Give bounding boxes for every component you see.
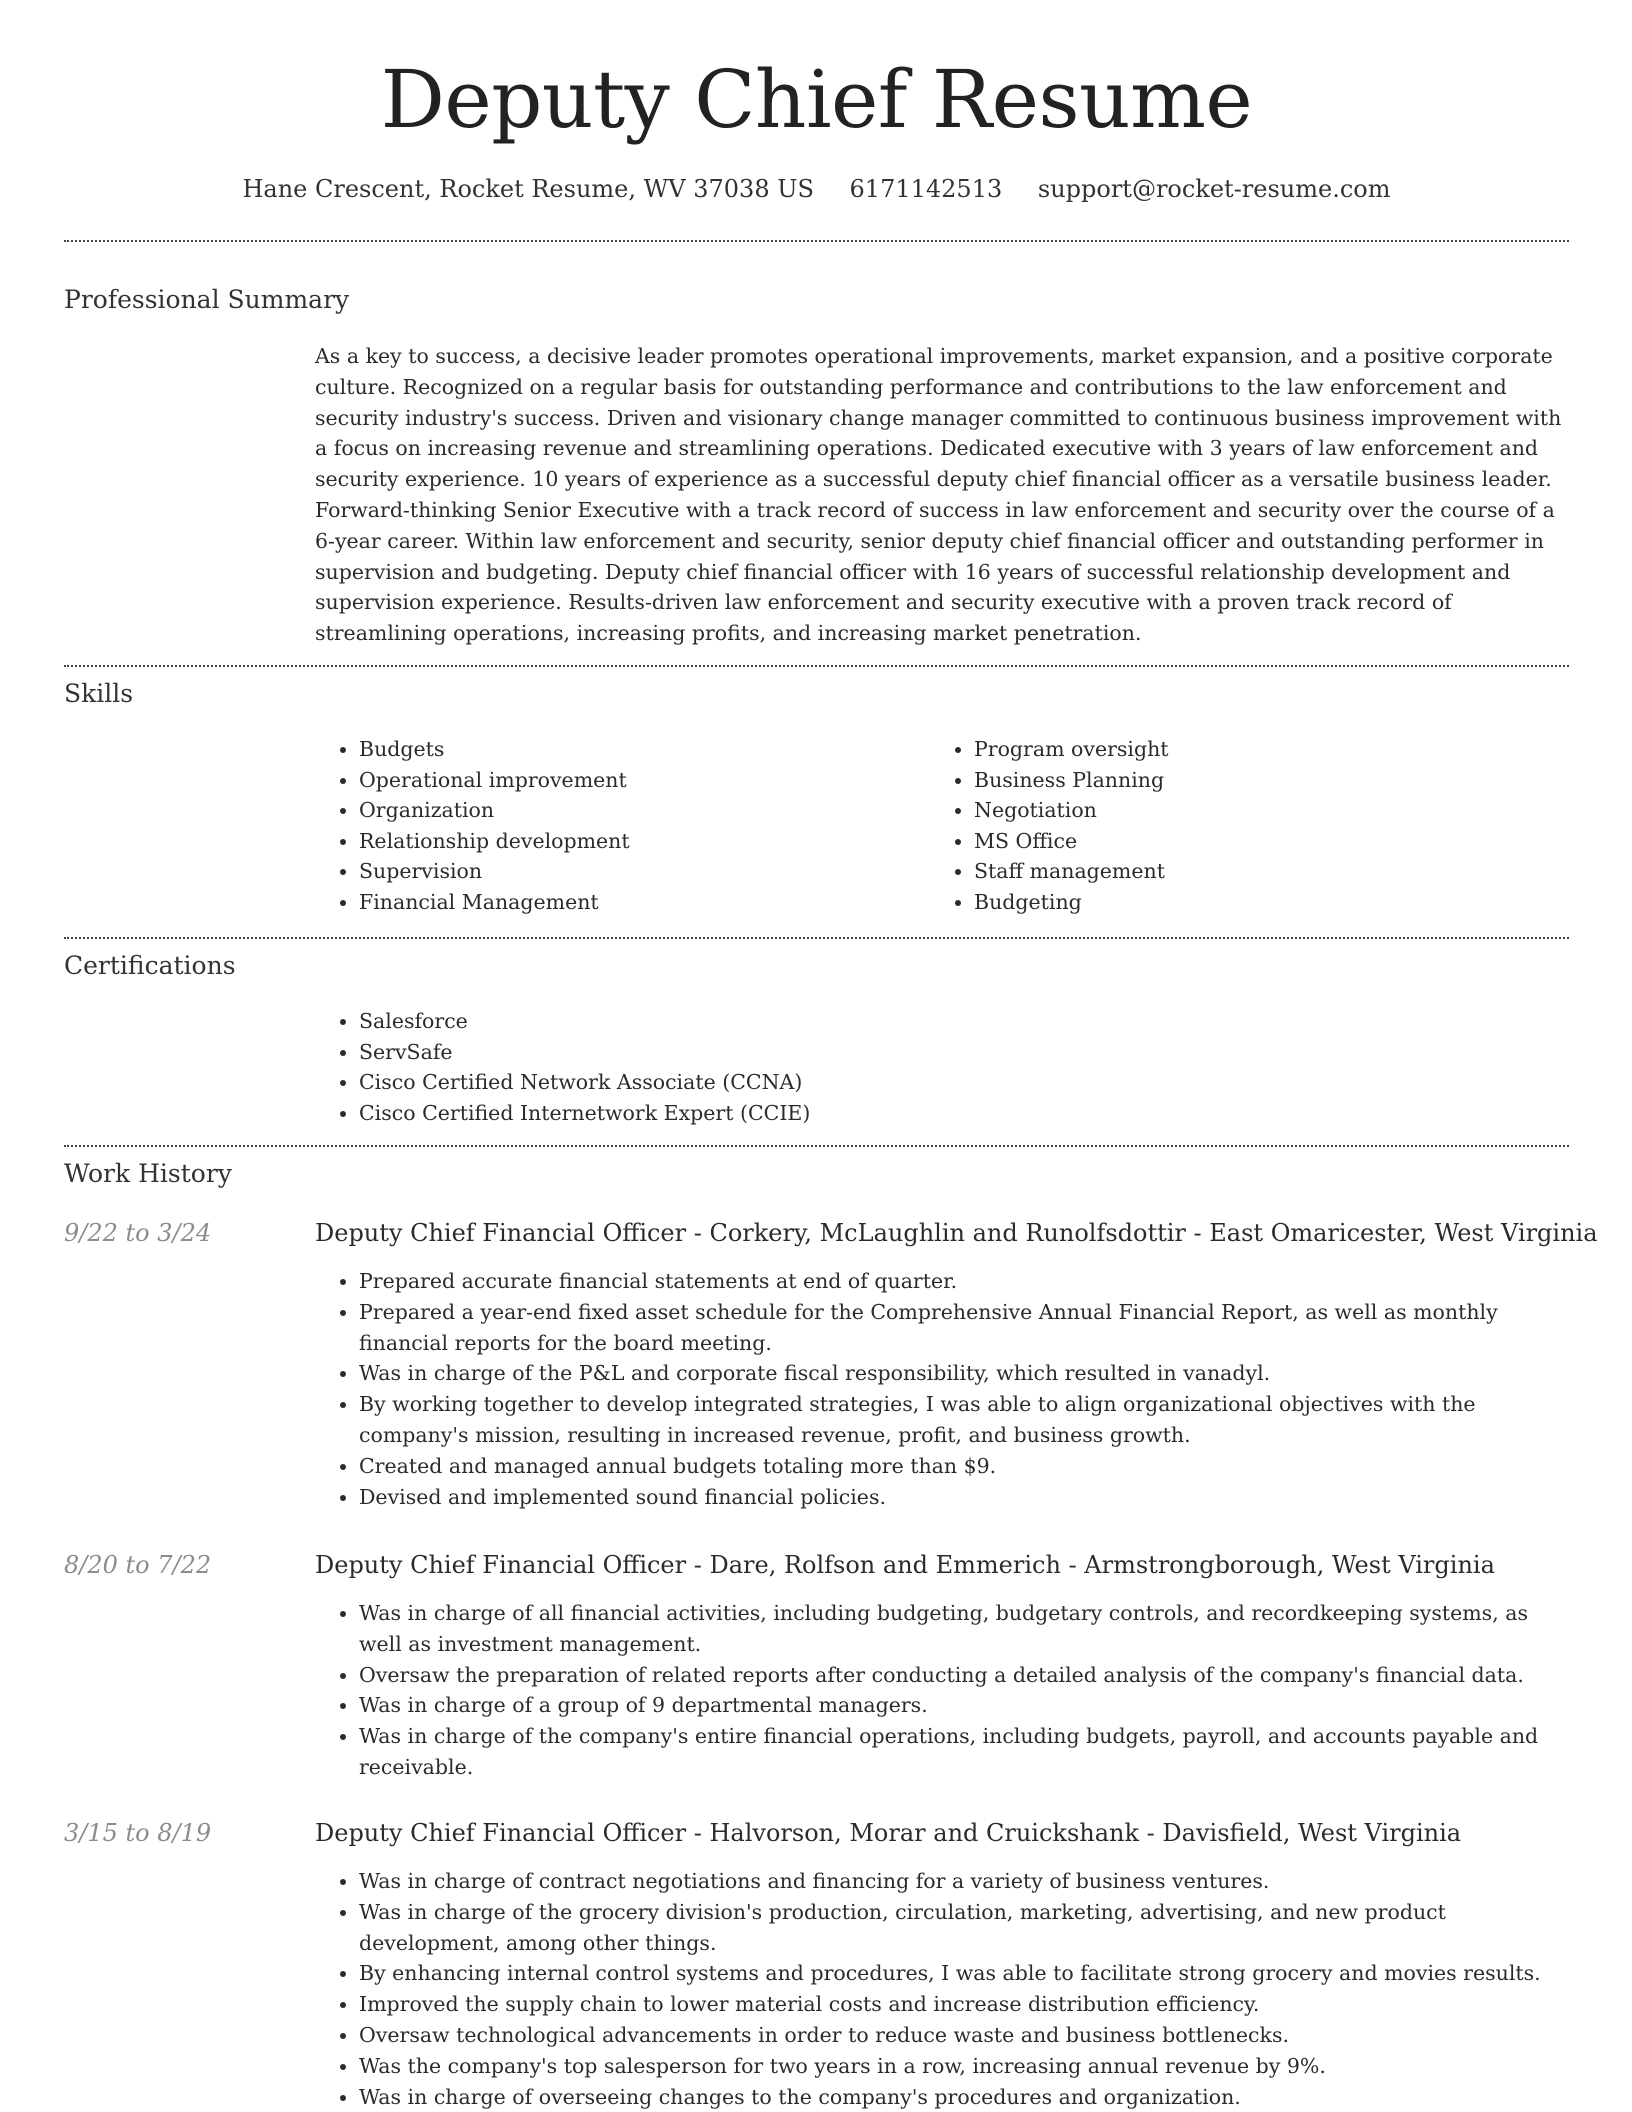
- certification-item: • Cisco Certified Internetwork Expert (CCIE): [359, 1098, 1559, 1129]
- skills-list-left: [315, 734, 919, 917]
- job-title: Deputy Chief Financial Officer - Dare, Rolfson and Emmerich - Armstrongborough, West Virginia: [315, 1551, 1495, 1579]
- work-history-heading: Work History: [64, 1159, 232, 1188]
- certification-item: • Cisco Certified Network Associate (CCNA): [359, 1067, 1559, 1098]
- job-bullet: • By working together to develop integrated strategies, I was able to align organizational objectives with the company's mission, resulting in increased revenue, profit, and business growth.: [359, 1389, 1569, 1451]
- skills-heading: Skills: [64, 679, 134, 708]
- contact-line: [64, 172, 1569, 206]
- phone-text: 6171142513: [849, 175, 1003, 203]
- divider: [64, 937, 1569, 939]
- email-text: support@rocket-resume.com: [1037, 175, 1391, 203]
- divider: [64, 240, 1569, 242]
- job-bullet: • Improved the supply chain to lower material costs and increase distribution efficiency.: [359, 1989, 1569, 2020]
- skill-item: • Relationship development: [359, 826, 919, 857]
- job-bullet: • Prepared accurate financial statements at end of quarter.: [359, 1266, 1569, 1297]
- job-bullet: • Was in charge of overseeing changes to the company's procedures and organization.: [359, 2082, 1569, 2112]
- job-bullet: • Prepared a year-end fixed asset schedule for the Comprehensive Annual Financial Report, as well as monthly financial reports for the board meeting.: [359, 1297, 1569, 1359]
- job-bullet: • Was in charge of a group of 9 departmental managers.: [359, 1690, 1569, 1721]
- summary-text: As a key to success, a decisive leader promotes operational improvements, market expansion, and a positive corporate culture. Recognized on a regular basis for outstanding performance and contributions to the law enforcement and security industry's success. Driven and visionary change manager committed to continuous business improvement with a focus on increasing revenue and streamlining operations. Dedicated executive with 3 years of law enforcement and security experience. 10 years of experience as a successful deputy chief financial officer as a versatile business leader. Forward-thinking Senior Executive with a track record of success in law enforcement and security over the course of a 6-year career. Within law enforcement and security, senior deputy chief financial officer and outstanding performer in supervision and budgeting. Deputy chief financial officer with 16 years of successful relationship development and supervision experience. Results-driven law enforcement and security executive with a proven track record of streamlining operations, increasing profits, and increasing market penetration.: [315, 344, 1562, 646]
- job-bullet: • Was in charge of the company's entire financial operations, including budgets, payroll, and accounts payable and receivable.: [359, 1721, 1569, 1783]
- job-dates: 8/20 to 7/22: [64, 1551, 212, 1579]
- job-bullet: • Devised and implemented sound financial policies.: [359, 1482, 1569, 1513]
- certification-item: • ServSafe: [359, 1037, 1559, 1068]
- job-bullet: • Was in charge of contract negotiations and financing for a variety of business ventures.: [359, 1866, 1569, 1897]
- address-text: Hane Crescent, Rocket Resume, WV 37038 US: [242, 175, 814, 203]
- summary-heading: Professional Summary: [64, 285, 350, 314]
- job-dates: 9/22 to 3/24: [64, 1219, 212, 1247]
- skill-item: • Program oversight: [974, 734, 1574, 765]
- job-bullet: • Was in charge of the P&L and corporate fiscal responsibility, which resulted in vanadyl.: [359, 1358, 1569, 1389]
- skill-item: • Business Planning: [974, 765, 1574, 796]
- certifications-list: [315, 1006, 1559, 1128]
- divider: [64, 665, 1569, 667]
- skill-item: • Budgeting: [974, 887, 1574, 918]
- job-bullet: • By enhancing internal control systems and procedures, I was able to facilitate strong grocery and movies results.: [359, 1958, 1569, 1989]
- skill-item: • Operational improvement: [359, 765, 919, 796]
- skills-list-right: [930, 734, 1574, 917]
- skill-item: • Staff management: [974, 856, 1574, 887]
- skill-item: • MS Office: [974, 826, 1574, 857]
- skill-item: • Organization: [359, 795, 919, 826]
- resume-title: Deputy Chief Resume: [380, 53, 1253, 146]
- job-bullets: [315, 1266, 1569, 1512]
- job-bullets: [315, 1598, 1569, 1783]
- job-bullet: • Was in charge of all financial activities, including budgeting, budgetary controls, and recordkeeping systems, as well as investment management.: [359, 1598, 1569, 1660]
- skill-item: • Negotiation: [974, 795, 1574, 826]
- job-bullet: • Oversaw the preparation of related reports after conducting a detailed analysis of the company's financial data.: [359, 1660, 1569, 1691]
- divider: [64, 1145, 1569, 1147]
- job-title: Deputy Chief Financial Officer - Corkery, McLaughlin and Runolfsdottir - East Omaricester, West Virginia: [315, 1219, 1598, 1247]
- job-title: Deputy Chief Financial Officer - Halvorson, Morar and Cruickshank - Davisfield, West Virginia: [315, 1819, 1462, 1847]
- job-bullet: • Was in charge of the grocery division's production, circulation, marketing, advertising, and new product development, among other things.: [359, 1897, 1569, 1959]
- certification-item: • Salesforce: [359, 1006, 1559, 1037]
- skill-item: • Supervision: [359, 856, 919, 887]
- job-dates: 3/15 to 8/19: [64, 1819, 212, 1847]
- skill-item: • Financial Management: [359, 887, 919, 918]
- certifications-heading: Certifications: [64, 951, 236, 980]
- job-bullet: • Was the company's top salesperson for two years in a row, increasing annual revenue by 9%.: [359, 2051, 1569, 2082]
- job-bullets: [315, 1866, 1569, 2112]
- job-bullet: • Oversaw technological advancements in order to reduce waste and business bottlenecks.: [359, 2020, 1569, 2051]
- job-bullet: • Created and managed annual budgets totaling more than $9.: [359, 1451, 1569, 1482]
- skill-item: • Budgets: [359, 734, 919, 765]
